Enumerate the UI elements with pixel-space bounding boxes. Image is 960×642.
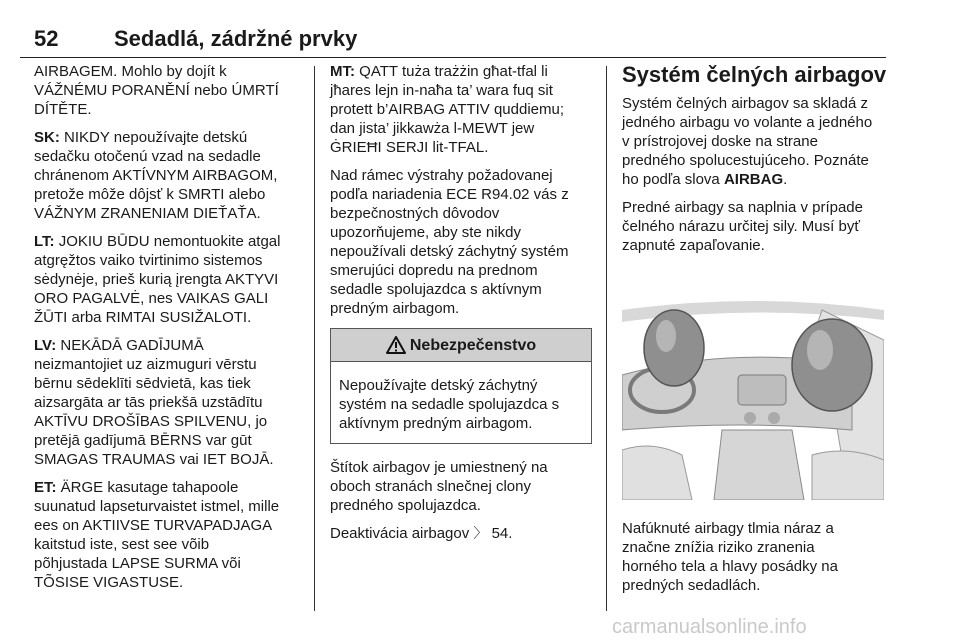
text-line: zapnuté zapaľovanie. [622,237,765,254]
text-line: bērnu sēdeklīti sēdvietā, kas tiek [34,375,251,392]
text-line: ORO PAGALVĖ, nes VAIKAS GALI [34,290,269,307]
text-line: ees on AKTIIVSE TURVAPADJAGA [34,517,273,534]
text-line: jedného airbagu vo volante a jedného [622,114,873,131]
text-line: v prístrojovej doske na strane [622,133,818,150]
text-line: Nad rámec výstrahy požadovanej [330,167,553,184]
text-line: jħares lejn in-naħa ta’ wara fuq sit [330,82,553,99]
page-number: 52 [34,26,59,51]
danger-box-header [331,329,591,362]
text-line: protett b’AIRBAG ATTIV quddiemu; [330,101,564,118]
warning-sk [34,128,306,223]
column-2 [330,62,592,552]
text-line: sėdynėje, prieš kurią įrengta AKTYVI [34,271,279,288]
inflated-airbag-paragraph [622,519,888,595]
text-line: systém na sedadle spolujazdca s [339,396,560,413]
text-line: smerujúci dopredu na prednom [330,262,538,279]
text-line: põhjustada LAPSE SURMA või [34,555,241,572]
airbag-illustration [622,280,884,500]
language-code: ET: [34,479,57,496]
column-3 [622,62,888,604]
danger-box-title: Nebezpečenstvo [409,336,537,354]
airbag-keyword: AIRBAG [723,171,784,188]
warning-triangle-icon [386,336,406,354]
section-title: Sedadlá, zádržné prvky [114,26,358,51]
text-line: podľa nariadenia ECE R94.02 vás z [330,186,569,203]
section-heading: Systém čelných airbagov [622,62,887,87]
column-divider-1 [314,66,315,611]
danger-box-body [331,362,591,443]
text-line [330,524,592,543]
text-line: SMAGAS TRAUMAS vai IET BOJĀ. [34,451,274,468]
column-divider-2 [606,66,607,611]
text-line: ĠRIEĦI SERJI lit-TFAL. [330,139,489,156]
deactivation-paragraph [330,524,592,543]
deactivation-text: Deaktivácia airbagov [330,525,470,542]
text-line: kaitstud iste, sest see võib [34,536,210,553]
text-line: oboch stranách slnečnej clony [330,478,531,495]
watermark: carmanualsonline.info [612,616,807,638]
text-line: Nafúknuté airbagy tlmia náraz a [622,520,834,537]
text-line: bezpečnostných dôvodov [330,205,500,222]
text-line: Predné airbagy sa naplnia v prípade [622,199,863,216]
text-line: predným airbagom. [330,300,460,317]
text-line: sedačku otočenú vzad na sedadle [34,148,261,165]
text-line: pretējā gadījumā BĒRNS var gūt [34,432,252,449]
text-line: SK: NIKDY nepoužívajte detskú [34,129,248,146]
text-line: predného spolucestujúceho. Poznáte [622,152,869,169]
frontal-airbag-paragraph [622,94,888,189]
text-line: nepoužívali detský záchytný systém [330,243,569,260]
language-code: LV: [34,337,57,354]
warning-lt [34,232,306,327]
text-line: čelného nárazu určitej sily. Musí byť [622,218,860,235]
text-line: neizmantojiet uz aizmuguri vērstu [34,356,257,373]
danger-box [330,328,592,444]
text-line: TÕSISE VIGASTUSE. [34,574,184,591]
text-line: sedadle spolujazdca s aktívnym [330,281,542,298]
text-line: Nepoužívajte detský záchytný [339,377,538,394]
text-line: upozorňujeme, aby ste nikdy [330,224,521,241]
text-line: LT: JOKIU BŪDU nemontuokite atgal [34,233,281,250]
text-line: suunatud lapseturvaistet istmel, mille [34,498,280,515]
warning-lv [34,336,306,469]
text-line: Štítok airbagov je umiestnený na [330,459,548,476]
text-line: pretože môže dôjsť k SMRTI alebo [34,186,266,203]
ece-paragraph [330,166,592,318]
inflation-paragraph [622,198,888,255]
text-line: predných sedadlách. [622,577,761,594]
text-line: AIRBAGEM. Mohlo by dojít k [34,63,227,80]
text-line: ET: ÄRGE kasutage tahapoole [34,479,239,496]
warning-mt [330,62,592,157]
label-paragraph [330,458,592,515]
header-divider [20,57,886,58]
text-line: VÁŽNYM ZRANENIAM DIEŤAŤA. [34,205,261,222]
text-line: Systém čelných airbagov sa skladá z [622,95,868,112]
chevron-reference-icon: 〉 [473,525,488,541]
text-line: ŽŪTI arba RIMTAI SUSIŽALOTI. [34,309,252,326]
text-line: AKTĪVU DROŠĪBAS SPILVENU, jo [34,413,268,430]
warning-et [34,478,306,592]
text-line: chránenom AKTÍVNYM AIRBAGOM, [34,167,278,184]
column-1 [34,62,306,601]
text-line: dan jista’ jikkawża l-MEWT jew [330,120,535,137]
text-line: ho podľa slova AIRBAG. [622,171,788,188]
page-header [20,22,886,52]
language-code: SK: [34,129,60,146]
language-code: MT: [330,63,355,80]
text-line: značne znížia riziko zranenia [622,539,815,556]
text-line: horného tela a hlavy posádky na [622,558,838,575]
text-line: aizsargāta ar tās priekšā uzstādītu [34,394,263,411]
text-line: aktívnym predným airbagom. [339,415,533,432]
text-line: DÍTĚTE. [34,101,92,118]
text-line: predného spolujazdca. [330,497,481,514]
text-line: MT: QATT tuża trażżin għat-tfal li [330,63,548,80]
text-line: atgręžtos vaiko tvirtinimo sistemos [34,252,263,269]
language-code: LT: [34,233,55,250]
intro-paragraph [34,62,306,119]
page-reference-link[interactable]: 54. [487,525,513,542]
text-line: VÁŽNÉMU PORANĚNÍ nebo ÚMRTÍ [34,82,279,99]
text-line: LV: NEKĀDĀ GADĪJUMĀ [34,337,204,354]
